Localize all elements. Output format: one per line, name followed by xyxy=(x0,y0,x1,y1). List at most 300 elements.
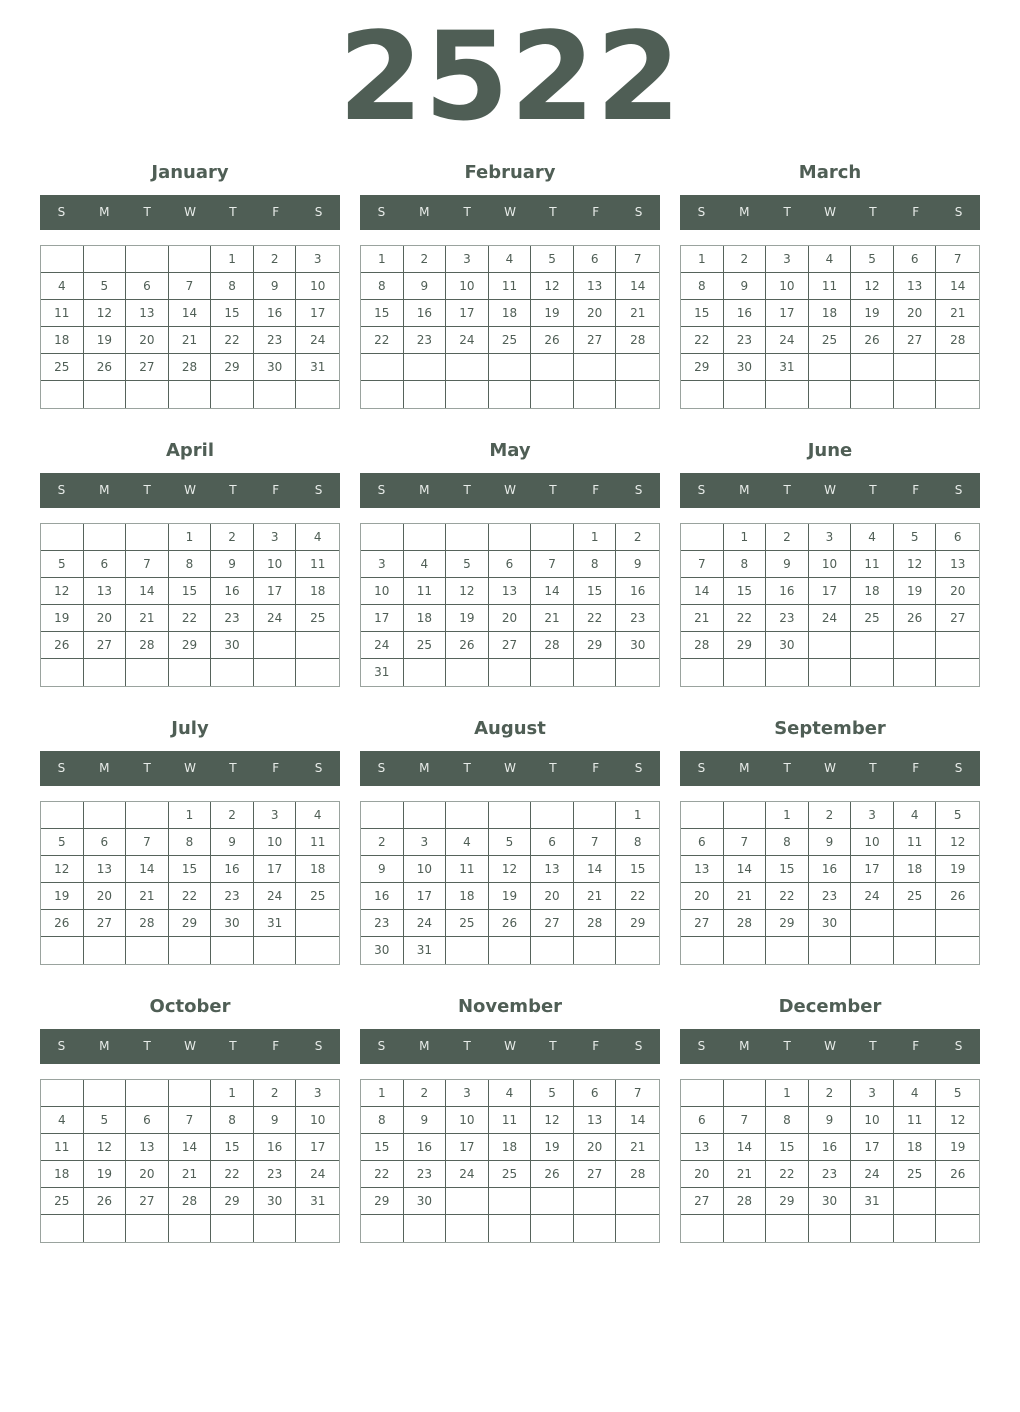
day-cell xyxy=(531,802,574,829)
day-cell: 9 xyxy=(766,551,809,578)
day-cell: 24 xyxy=(254,605,297,632)
month-title: September xyxy=(774,718,886,739)
day-cell: 26 xyxy=(936,1161,979,1188)
day-cell: 24 xyxy=(851,1161,894,1188)
day-cell xyxy=(616,659,659,686)
weekday-label: F xyxy=(592,1039,600,1053)
day-cell: 15 xyxy=(361,300,404,327)
day-cell xyxy=(616,937,659,964)
day-cell: 17 xyxy=(851,856,894,883)
day-cell: 11 xyxy=(296,551,339,578)
day-cell: 18 xyxy=(489,300,532,327)
day-cell: 19 xyxy=(531,1134,574,1161)
day-cell: 14 xyxy=(574,856,617,883)
weekday-label: F xyxy=(592,761,600,775)
day-cell: 14 xyxy=(616,1107,659,1134)
day-cell: 27 xyxy=(126,1188,169,1215)
day-cell xyxy=(531,1215,574,1242)
weekday-label: S xyxy=(377,483,386,497)
day-cell: 24 xyxy=(296,1161,339,1188)
day-cell xyxy=(169,246,212,273)
weekday-header xyxy=(360,473,660,508)
day-cell: 18 xyxy=(296,856,339,883)
day-cell: 30 xyxy=(211,910,254,937)
day-cell: 12 xyxy=(446,578,489,605)
day-cell xyxy=(296,1215,339,1242)
day-grid xyxy=(40,801,340,965)
day-cell xyxy=(41,659,84,686)
day-cell: 24 xyxy=(766,327,809,354)
day-grid xyxy=(680,245,980,409)
weekday-label: M xyxy=(99,483,110,497)
day-cell: 28 xyxy=(531,632,574,659)
day-cell: 23 xyxy=(809,883,852,910)
weekday-label: W xyxy=(824,761,836,775)
day-cell xyxy=(489,381,532,408)
day-cell: 24 xyxy=(851,883,894,910)
day-cell: 3 xyxy=(254,524,297,551)
day-cell xyxy=(681,524,724,551)
day-cell xyxy=(489,1188,532,1215)
day-cell xyxy=(681,1215,724,1242)
day-cell: 22 xyxy=(361,1161,404,1188)
day-cell: 10 xyxy=(766,273,809,300)
day-cell xyxy=(169,1215,212,1242)
day-cell: 17 xyxy=(766,300,809,327)
day-cell xyxy=(489,524,532,551)
day-grid xyxy=(680,523,980,687)
day-cell: 11 xyxy=(809,273,852,300)
day-cell: 17 xyxy=(404,883,447,910)
day-cell: 21 xyxy=(681,605,724,632)
day-cell: 7 xyxy=(126,829,169,856)
day-cell xyxy=(724,381,767,408)
day-cell: 23 xyxy=(211,605,254,632)
day-cell xyxy=(724,1215,767,1242)
day-cell: 15 xyxy=(211,300,254,327)
day-cell xyxy=(574,1215,617,1242)
day-cell: 3 xyxy=(361,551,404,578)
day-cell: 14 xyxy=(616,273,659,300)
day-cell xyxy=(616,354,659,381)
day-cell: 5 xyxy=(531,1080,574,1107)
day-cell xyxy=(894,937,937,964)
day-cell xyxy=(574,381,617,408)
month-title: May xyxy=(489,440,531,461)
weekday-label: W xyxy=(504,483,516,497)
day-cell xyxy=(296,659,339,686)
day-cell xyxy=(41,802,84,829)
day-cell: 20 xyxy=(489,605,532,632)
day-cell xyxy=(681,937,724,964)
day-cell: 28 xyxy=(574,910,617,937)
weekday-label: T xyxy=(463,205,471,219)
day-cell: 9 xyxy=(254,1107,297,1134)
weekday-label: T xyxy=(869,761,877,775)
day-cell: 19 xyxy=(41,883,84,910)
day-cell: 5 xyxy=(41,551,84,578)
day-cell: 28 xyxy=(616,1161,659,1188)
day-cell: 9 xyxy=(809,829,852,856)
day-cell: 30 xyxy=(254,354,297,381)
day-cell xyxy=(404,802,447,829)
day-cell xyxy=(169,937,212,964)
weekday-label: M xyxy=(419,205,430,219)
day-cell: 23 xyxy=(616,605,659,632)
weekday-label: M xyxy=(99,1039,110,1053)
day-cell: 10 xyxy=(361,578,404,605)
day-cell: 5 xyxy=(84,1107,127,1134)
day-cell: 10 xyxy=(809,551,852,578)
weekday-label: T xyxy=(463,483,471,497)
day-cell: 22 xyxy=(766,883,809,910)
day-cell: 16 xyxy=(211,856,254,883)
day-cell xyxy=(169,659,212,686)
day-cell xyxy=(489,937,532,964)
day-cell: 24 xyxy=(446,1161,489,1188)
month-title: October xyxy=(149,996,231,1017)
month-title: February xyxy=(464,162,556,183)
day-cell: 20 xyxy=(84,605,127,632)
day-cell: 16 xyxy=(809,856,852,883)
day-cell: 16 xyxy=(724,300,767,327)
day-cell: 6 xyxy=(894,246,937,273)
weekday-label: T xyxy=(783,483,791,497)
day-cell: 1 xyxy=(169,524,212,551)
day-cell xyxy=(126,381,169,408)
day-cell: 13 xyxy=(681,856,724,883)
day-cell xyxy=(936,659,979,686)
day-grid xyxy=(360,245,660,409)
weekday-label: F xyxy=(272,483,280,497)
day-cell: 29 xyxy=(724,632,767,659)
day-cell: 13 xyxy=(84,856,127,883)
day-cell: 26 xyxy=(446,632,489,659)
day-cell: 24 xyxy=(254,883,297,910)
day-cell: 28 xyxy=(169,354,212,381)
day-cell: 14 xyxy=(936,273,979,300)
day-cell: 2 xyxy=(254,246,297,273)
weekday-label: W xyxy=(824,483,836,497)
day-cell: 14 xyxy=(681,578,724,605)
day-cell: 22 xyxy=(616,883,659,910)
day-cell: 3 xyxy=(851,1080,894,1107)
day-cell: 11 xyxy=(894,1107,937,1134)
day-cell: 27 xyxy=(531,910,574,937)
weekday-label: W xyxy=(184,205,196,219)
day-cell: 19 xyxy=(936,1134,979,1161)
day-cell xyxy=(84,1215,127,1242)
day-cell: 2 xyxy=(211,524,254,551)
weekday-label: T xyxy=(783,205,791,219)
day-cell xyxy=(936,1188,979,1215)
day-cell: 26 xyxy=(84,1188,127,1215)
day-cell xyxy=(809,632,852,659)
day-cell: 30 xyxy=(361,937,404,964)
day-cell: 6 xyxy=(84,551,127,578)
weekday-label: F xyxy=(592,205,600,219)
day-cell: 3 xyxy=(851,802,894,829)
day-cell: 1 xyxy=(211,1080,254,1107)
weekday-label: F xyxy=(912,761,920,775)
day-cell xyxy=(404,524,447,551)
weekday-header xyxy=(680,1029,980,1064)
day-cell xyxy=(724,802,767,829)
day-cell xyxy=(296,632,339,659)
day-cell xyxy=(41,246,84,273)
weekday-label: F xyxy=(592,483,600,497)
day-cell: 14 xyxy=(126,578,169,605)
day-cell: 17 xyxy=(809,578,852,605)
day-cell: 30 xyxy=(809,910,852,937)
day-cell: 1 xyxy=(169,802,212,829)
day-cell: 18 xyxy=(809,300,852,327)
day-cell: 12 xyxy=(936,829,979,856)
day-cell xyxy=(574,802,617,829)
day-cell: 31 xyxy=(296,1188,339,1215)
day-cell xyxy=(894,354,937,381)
day-cell: 2 xyxy=(766,524,809,551)
day-cell: 15 xyxy=(616,856,659,883)
day-cell xyxy=(84,381,127,408)
day-cell: 21 xyxy=(724,1161,767,1188)
day-cell xyxy=(531,659,574,686)
weekday-label: S xyxy=(57,1039,66,1053)
day-cell: 15 xyxy=(169,578,212,605)
day-cell: 18 xyxy=(41,1161,84,1188)
day-cell: 21 xyxy=(616,1134,659,1161)
day-cell: 3 xyxy=(446,1080,489,1107)
day-cell: 14 xyxy=(169,300,212,327)
weekday-label: T xyxy=(463,1039,471,1053)
day-cell: 9 xyxy=(404,273,447,300)
day-cell xyxy=(724,1080,767,1107)
day-cell: 9 xyxy=(616,551,659,578)
day-cell: 8 xyxy=(724,551,767,578)
weekday-header xyxy=(680,751,980,786)
weekday-label: S xyxy=(954,483,963,497)
day-cell: 17 xyxy=(296,1134,339,1161)
day-cell xyxy=(169,381,212,408)
day-cell: 2 xyxy=(404,246,447,273)
day-cell xyxy=(766,381,809,408)
weekday-label: T xyxy=(229,205,237,219)
weekday-label: M xyxy=(419,761,430,775)
day-cell xyxy=(574,937,617,964)
weekday-label: T xyxy=(869,483,877,497)
day-cell: 10 xyxy=(254,829,297,856)
day-grid xyxy=(40,523,340,687)
day-cell: 25 xyxy=(894,883,937,910)
day-cell xyxy=(211,381,254,408)
day-cell: 8 xyxy=(169,551,212,578)
month-title: July xyxy=(171,718,209,739)
day-cell: 16 xyxy=(361,883,404,910)
day-cell xyxy=(489,1215,532,1242)
day-cell: 2 xyxy=(211,802,254,829)
day-cell: 6 xyxy=(531,829,574,856)
weekday-label: S xyxy=(634,205,643,219)
day-cell: 19 xyxy=(851,300,894,327)
day-cell: 29 xyxy=(211,354,254,381)
day-cell xyxy=(574,1188,617,1215)
day-cell xyxy=(126,1215,169,1242)
day-cell: 4 xyxy=(41,1107,84,1134)
weekday-label: M xyxy=(419,483,430,497)
day-cell xyxy=(404,354,447,381)
weekday-header xyxy=(680,195,980,230)
day-cell xyxy=(84,524,127,551)
day-cell: 27 xyxy=(84,910,127,937)
day-cell: 22 xyxy=(169,605,212,632)
day-cell: 2 xyxy=(809,1080,852,1107)
day-cell: 14 xyxy=(531,578,574,605)
day-cell: 15 xyxy=(361,1134,404,1161)
day-cell xyxy=(936,632,979,659)
day-cell: 20 xyxy=(681,1161,724,1188)
day-cell xyxy=(361,381,404,408)
day-cell: 27 xyxy=(489,632,532,659)
weekday-label: M xyxy=(419,1039,430,1053)
day-cell: 25 xyxy=(296,883,339,910)
day-cell: 19 xyxy=(936,856,979,883)
day-cell: 29 xyxy=(169,910,212,937)
day-cell: 10 xyxy=(446,273,489,300)
weekday-label: W xyxy=(824,205,836,219)
weekday-label: M xyxy=(739,205,750,219)
weekday-label: T xyxy=(783,761,791,775)
day-cell: 22 xyxy=(169,883,212,910)
day-cell: 20 xyxy=(531,883,574,910)
day-cell: 3 xyxy=(809,524,852,551)
weekday-label: S xyxy=(634,1039,643,1053)
day-cell: 25 xyxy=(894,1161,937,1188)
day-cell xyxy=(489,354,532,381)
day-cell xyxy=(84,802,127,829)
day-cell: 19 xyxy=(531,300,574,327)
weekday-label: S xyxy=(314,483,323,497)
day-cell xyxy=(724,937,767,964)
day-cell: 21 xyxy=(126,883,169,910)
day-cell xyxy=(616,381,659,408)
day-cell xyxy=(681,802,724,829)
day-cell: 28 xyxy=(616,327,659,354)
day-cell xyxy=(254,937,297,964)
day-cell: 13 xyxy=(574,1107,617,1134)
day-cell: 18 xyxy=(404,605,447,632)
day-cell xyxy=(766,659,809,686)
weekday-header xyxy=(360,195,660,230)
day-cell: 3 xyxy=(296,246,339,273)
weekday-label: T xyxy=(783,1039,791,1053)
day-cell: 16 xyxy=(211,578,254,605)
weekday-label: S xyxy=(697,761,706,775)
day-cell: 8 xyxy=(361,1107,404,1134)
day-cell: 7 xyxy=(616,1080,659,1107)
day-cell: 13 xyxy=(936,551,979,578)
day-cell: 4 xyxy=(404,551,447,578)
day-cell: 7 xyxy=(724,829,767,856)
day-cell: 21 xyxy=(531,605,574,632)
weekday-label: S xyxy=(57,205,66,219)
day-cell xyxy=(531,381,574,408)
day-cell: 4 xyxy=(809,246,852,273)
day-cell: 24 xyxy=(404,910,447,937)
day-grid xyxy=(360,523,660,687)
day-cell: 31 xyxy=(254,910,297,937)
day-cell: 18 xyxy=(41,327,84,354)
day-cell: 3 xyxy=(446,246,489,273)
day-cell xyxy=(211,937,254,964)
day-cell: 29 xyxy=(361,1188,404,1215)
month-title: December xyxy=(778,996,882,1017)
weekday-label: T xyxy=(143,1039,151,1053)
day-cell: 9 xyxy=(211,551,254,578)
day-cell: 29 xyxy=(211,1188,254,1215)
day-cell: 26 xyxy=(851,327,894,354)
day-cell: 25 xyxy=(489,1161,532,1188)
day-cell: 14 xyxy=(724,1134,767,1161)
weekday-label: T xyxy=(549,1039,557,1053)
day-cell xyxy=(616,1188,659,1215)
month-title: August xyxy=(474,718,546,739)
weekday-label: W xyxy=(184,1039,196,1053)
day-cell xyxy=(84,246,127,273)
day-cell: 27 xyxy=(126,354,169,381)
day-cell: 26 xyxy=(41,910,84,937)
day-cell xyxy=(809,354,852,381)
day-cell: 3 xyxy=(766,246,809,273)
weekday-label: T xyxy=(869,1039,877,1053)
day-cell: 7 xyxy=(724,1107,767,1134)
day-cell: 5 xyxy=(489,829,532,856)
day-cell: 16 xyxy=(616,578,659,605)
day-cell: 1 xyxy=(616,802,659,829)
day-cell: 9 xyxy=(809,1107,852,1134)
day-cell: 27 xyxy=(574,1161,617,1188)
weekday-header xyxy=(360,751,660,786)
day-cell xyxy=(211,659,254,686)
day-cell: 18 xyxy=(489,1134,532,1161)
day-cell: 22 xyxy=(766,1161,809,1188)
day-cell: 12 xyxy=(84,1134,127,1161)
day-cell: 10 xyxy=(296,273,339,300)
day-cell: 1 xyxy=(766,802,809,829)
day-cell: 3 xyxy=(254,802,297,829)
day-cell xyxy=(446,381,489,408)
day-cell: 28 xyxy=(936,327,979,354)
day-cell: 24 xyxy=(361,632,404,659)
day-cell: 5 xyxy=(531,246,574,273)
day-cell: 8 xyxy=(766,829,809,856)
day-cell: 14 xyxy=(126,856,169,883)
weekday-label: S xyxy=(57,761,66,775)
weekday-header xyxy=(360,1029,660,1064)
day-cell: 19 xyxy=(84,327,127,354)
day-cell xyxy=(361,802,404,829)
day-cell: 12 xyxy=(531,1107,574,1134)
day-cell: 13 xyxy=(84,578,127,605)
weekday-label: T xyxy=(229,1039,237,1053)
day-cell: 23 xyxy=(211,883,254,910)
day-cell: 8 xyxy=(211,1107,254,1134)
day-cell: 15 xyxy=(681,300,724,327)
day-cell: 26 xyxy=(489,910,532,937)
day-cell xyxy=(681,381,724,408)
day-cell: 25 xyxy=(404,632,447,659)
day-cell xyxy=(126,659,169,686)
day-cell: 12 xyxy=(936,1107,979,1134)
